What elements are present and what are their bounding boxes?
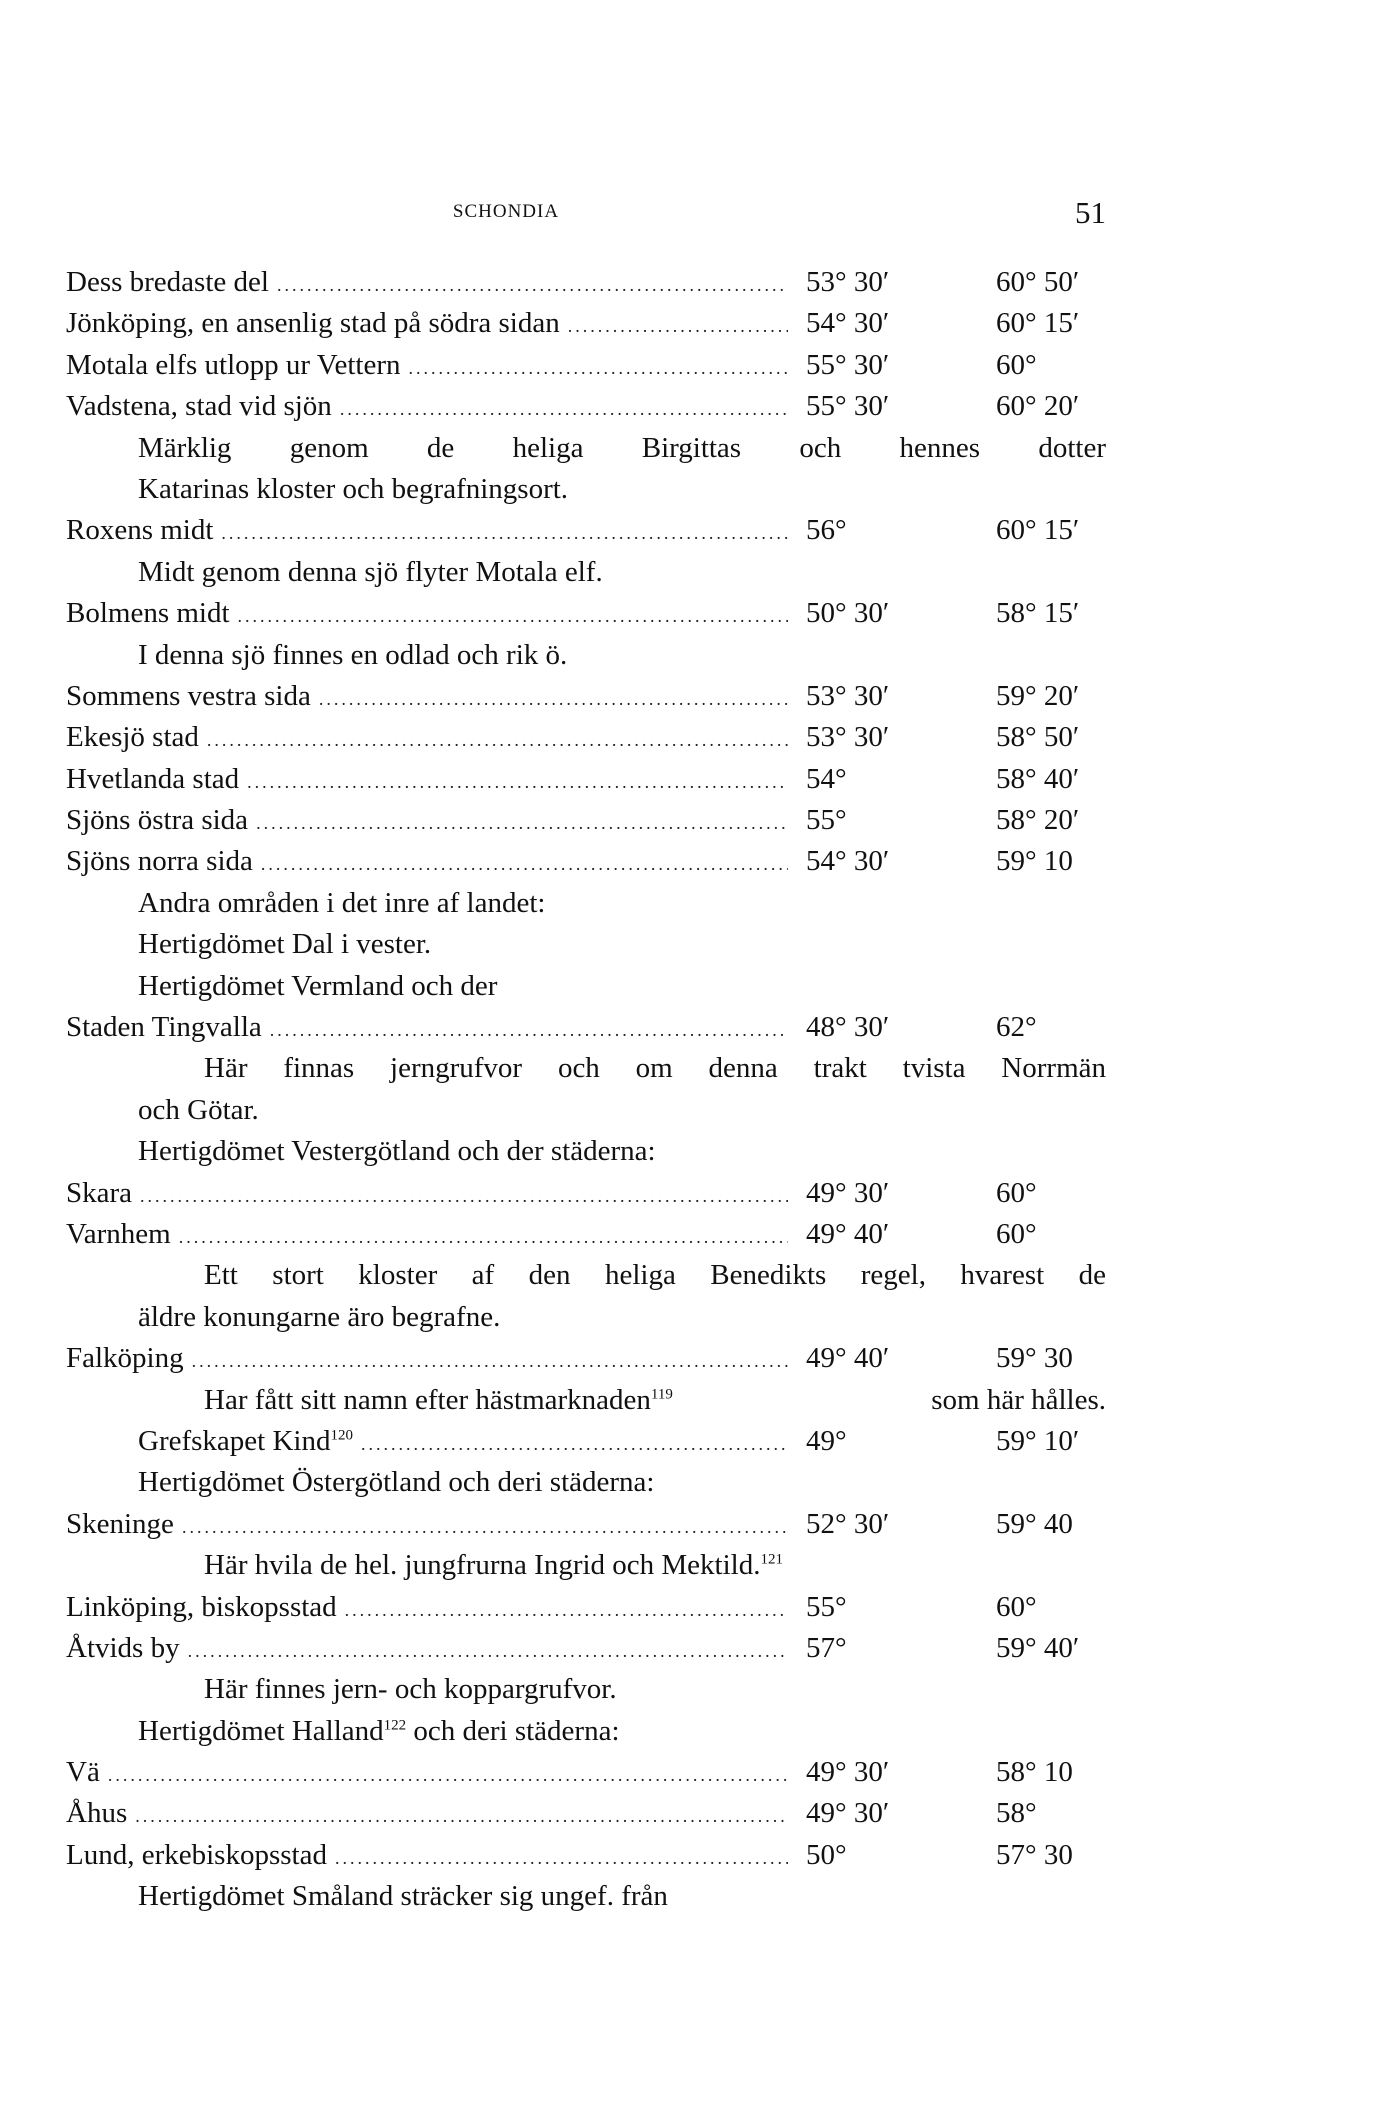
leader-dots	[108, 1755, 788, 1796]
latitude: 55°	[806, 804, 847, 837]
longitude: 60° 15′	[996, 307, 1080, 340]
place-name	[66, 1587, 337, 1628]
leader-dots	[247, 762, 788, 803]
note-text: äldre konungarne äro begrafne.	[138, 1300, 501, 1333]
table-row	[66, 1173, 1106, 1214]
table-row	[66, 1793, 1106, 1834]
longitude: 59° 20′	[996, 679, 1080, 712]
latitude: 55° 30′	[806, 390, 890, 423]
note-text: Hertigdömet Dal i vester.	[138, 928, 432, 961]
longitude: 59° 10′	[996, 1424, 1080, 1457]
latitude: 52° 30′	[806, 1507, 890, 1540]
note-text: Andra områden i det inre af landet:	[138, 886, 546, 919]
latitude: 53° 30′	[806, 721, 890, 754]
place-name	[66, 676, 311, 717]
place-name-text: Falköping	[66, 1342, 184, 1375]
place-name	[66, 345, 401, 386]
place-name-text: Bolmens midt	[66, 597, 230, 630]
place-name-text: Vä	[66, 1756, 100, 1789]
place-name-text: Ekesjö stad	[66, 721, 199, 754]
longitude: 59° 30	[996, 1342, 1073, 1375]
leader-dots	[207, 720, 788, 761]
note-line	[66, 552, 1106, 593]
table-row	[66, 1338, 1106, 1379]
table-row	[66, 303, 1106, 344]
note-text: Hertigdömet Vestergötland och der städerna:	[138, 1135, 656, 1168]
latitude: 54°	[806, 762, 847, 795]
note-text: Hertigdömet Halland	[138, 1714, 384, 1747]
place-name	[66, 510, 213, 551]
place-name	[66, 303, 560, 344]
latitude: 55° 30′	[806, 348, 890, 381]
note-text: Hertigdömet Småland sträcker sig ungef. från	[138, 1880, 668, 1913]
note-text: Här finnas jerngrufvor och om denna trakt tvista Norrmän	[204, 1052, 1106, 1085]
note-line	[66, 924, 1106, 965]
note-line	[66, 1545, 1106, 1586]
note-line	[66, 1711, 1106, 1752]
longitude: 59° 40	[996, 1507, 1073, 1540]
latitude: 49° 30′	[806, 1797, 890, 1830]
place-name-text: Skara	[66, 1176, 133, 1209]
note-text: Här hvila de hel. jungfrurna Ingrid och Mektild.	[204, 1549, 761, 1582]
latitude: 56°	[806, 514, 847, 547]
place-name-text: Hvetlanda stad	[66, 762, 240, 795]
latitude: 55°	[806, 1590, 847, 1623]
page-number: 51	[1075, 195, 1106, 230]
running-title: SCHONDIA	[452, 201, 560, 222]
table-row	[66, 386, 1106, 427]
page-header	[66, 195, 1106, 235]
note-line	[66, 1669, 1106, 1710]
place-name	[66, 593, 230, 634]
place-name	[66, 1007, 262, 1048]
table-row	[66, 1835, 1106, 1876]
place-name	[66, 1214, 171, 1255]
place-name	[66, 1793, 127, 1834]
place-name-text: Lund, erkebiskopsstad	[66, 1838, 327, 1871]
latitude: 53° 30′	[806, 266, 890, 298]
longitude: 60° 15′	[996, 514, 1080, 547]
note-text: Hertigdömet Östergötland och deri städerna:	[138, 1466, 655, 1499]
leader-dots	[182, 1507, 788, 1548]
place-name	[66, 1504, 174, 1545]
place-name	[66, 1628, 180, 1669]
table-row	[66, 759, 1106, 800]
table-row	[66, 1214, 1106, 1255]
footnote-ref: 122	[383, 1717, 407, 1734]
table-row	[66, 1587, 1106, 1628]
note-line	[66, 1255, 1106, 1296]
place-name	[66, 1752, 100, 1793]
latitude: 50° 30′	[806, 597, 890, 630]
note-text-group	[204, 1380, 673, 1421]
longitude: 58° 15′	[996, 597, 1080, 630]
longitude: 60°	[996, 1176, 1037, 1209]
note-line	[66, 1048, 1106, 1089]
latitude: 53° 30′	[806, 679, 890, 712]
note-line	[66, 1462, 1106, 1503]
table-row	[66, 510, 1106, 551]
place-name-text: Motala elfs utlopp ur Vettern	[66, 348, 401, 381]
leader-dots	[361, 1424, 788, 1465]
latitude: 57°	[806, 1631, 847, 1664]
table-row	[66, 717, 1106, 758]
note-line	[66, 883, 1106, 924]
longitude: 58° 40′	[996, 762, 1080, 795]
leader-dots	[409, 348, 788, 389]
footnote-ref: 119	[650, 1385, 673, 1402]
longitude: 60°	[996, 1217, 1037, 1250]
place-name-text: Skeninge	[66, 1507, 174, 1540]
place-name	[66, 1421, 353, 1462]
leader-dots	[192, 1341, 788, 1382]
longitude: 60°	[996, 348, 1037, 381]
longitude: 58° 10	[996, 1756, 1073, 1789]
latitude: 49°	[806, 1424, 847, 1457]
leader-dots	[340, 389, 788, 430]
latitude: 50°	[806, 1838, 847, 1871]
latitude: 48° 30′	[806, 1011, 890, 1044]
longitude: 62°	[996, 1011, 1037, 1044]
note-text: Märklig genom de heliga Birgittas och hennes dotter	[138, 431, 1106, 464]
place-name-text: Staden Tingvalla	[66, 1011, 262, 1044]
place-name-text: Vadstena, stad vid sjön	[66, 390, 332, 423]
note-line	[66, 1090, 1106, 1131]
place-name-text: Åtvids by	[66, 1631, 180, 1664]
table-row	[66, 800, 1106, 841]
note-line	[66, 1131, 1106, 1172]
place-name	[66, 1173, 132, 1214]
table-row	[66, 841, 1106, 882]
table-row	[66, 593, 1106, 634]
table-row	[66, 1421, 1106, 1462]
longitude: 58° 20′	[996, 804, 1080, 837]
note-line	[66, 1380, 1106, 1421]
leader-dots	[221, 513, 788, 554]
note-line	[66, 1876, 1106, 1917]
note-text: som här hålles.	[931, 1383, 1106, 1416]
place-name	[66, 841, 253, 882]
leader-dots	[568, 306, 788, 347]
note-line	[66, 469, 1106, 510]
leader-dots	[179, 1217, 788, 1258]
longitude: 59° 40′	[996, 1631, 1080, 1664]
table-row	[66, 1628, 1106, 1669]
leader-dots	[256, 803, 788, 844]
table-row	[66, 262, 1106, 303]
longitude: 57° 30	[996, 1838, 1073, 1871]
place-name	[66, 1835, 327, 1876]
leader-dots	[140, 1176, 788, 1217]
leader-dots	[270, 1010, 788, 1051]
leader-dots	[319, 679, 788, 720]
table-row	[66, 1504, 1106, 1545]
note-text: I denna sjö finnes en odlad och rik ö.	[138, 638, 568, 671]
note-text: Här finnes jern- och koppargrufvor.	[204, 1673, 617, 1706]
leader-dots	[238, 596, 788, 637]
table-row	[66, 1007, 1106, 1048]
latitude: 49° 40′	[806, 1217, 890, 1250]
note-line	[66, 635, 1106, 676]
latitude: 49° 30′	[806, 1176, 890, 1209]
leader-dots	[345, 1590, 788, 1631]
longitude: 60° 20′	[996, 390, 1080, 423]
place-name	[66, 386, 332, 427]
latitude: 49° 30′	[806, 1756, 890, 1789]
leader-dots	[188, 1631, 788, 1672]
table-row	[66, 676, 1106, 717]
table-row	[66, 345, 1106, 386]
note-line	[66, 966, 1106, 1007]
note-text: Ett stort kloster af den heliga Benedikts regel, hvarest de	[204, 1259, 1106, 1292]
place-name-text: Sjöns norra sida	[66, 845, 253, 878]
page-body	[66, 262, 1106, 1918]
place-name-text: Sommens vestra sida	[66, 679, 311, 712]
note-text: och deri städerna:	[406, 1714, 620, 1747]
note-text: Hertigdömet Vermland och der	[138, 969, 498, 1002]
place-name	[66, 759, 239, 800]
longitude: 60° 50′	[996, 266, 1080, 298]
longitude: 58°	[996, 1797, 1037, 1830]
latitude: 54° 30′	[806, 845, 890, 878]
latitude: 49° 40′	[806, 1342, 890, 1375]
longitude: 60°	[996, 1590, 1037, 1623]
place-name-text: Sjöns östra sida	[66, 804, 249, 837]
place-name-text: Åhus	[66, 1797, 128, 1830]
place-name-text: Varnhem	[66, 1217, 171, 1250]
leader-dots	[335, 1838, 788, 1879]
place-name	[66, 800, 248, 841]
place-name-text: Grefskapet Kind	[138, 1424, 331, 1457]
leader-dots	[261, 844, 788, 885]
place-name	[66, 1338, 184, 1379]
footnote-ref: 120	[330, 1427, 353, 1444]
note-text: Midt genom denna sjö flyter Motala elf.	[138, 555, 603, 588]
place-name	[66, 717, 199, 758]
longitude: 59° 10	[996, 845, 1073, 878]
note-text: Har fått sitt namn efter hästmarknaden	[204, 1383, 651, 1416]
footnote-ref: 121	[760, 1551, 783, 1568]
longitude: 58° 50′	[996, 721, 1080, 754]
leader-dots	[277, 265, 788, 306]
note-text: Katarinas kloster och begrafningsort.	[138, 472, 569, 505]
note-text: och Götar.	[138, 1093, 259, 1126]
note-line	[66, 428, 1106, 469]
note-line	[66, 1297, 1106, 1338]
place-name-text: Dess bredaste del	[66, 266, 269, 298]
latitude: 54° 30′	[806, 307, 890, 340]
place-name-text: Jönköping, en ansenlig stad på södra sidan	[66, 307, 560, 340]
place-name	[66, 262, 269, 303]
table-row	[66, 1752, 1106, 1793]
leader-dots	[135, 1796, 788, 1837]
place-name-text: Roxens midt	[66, 514, 214, 547]
place-name-text: Linköping, biskopsstad	[66, 1590, 337, 1623]
